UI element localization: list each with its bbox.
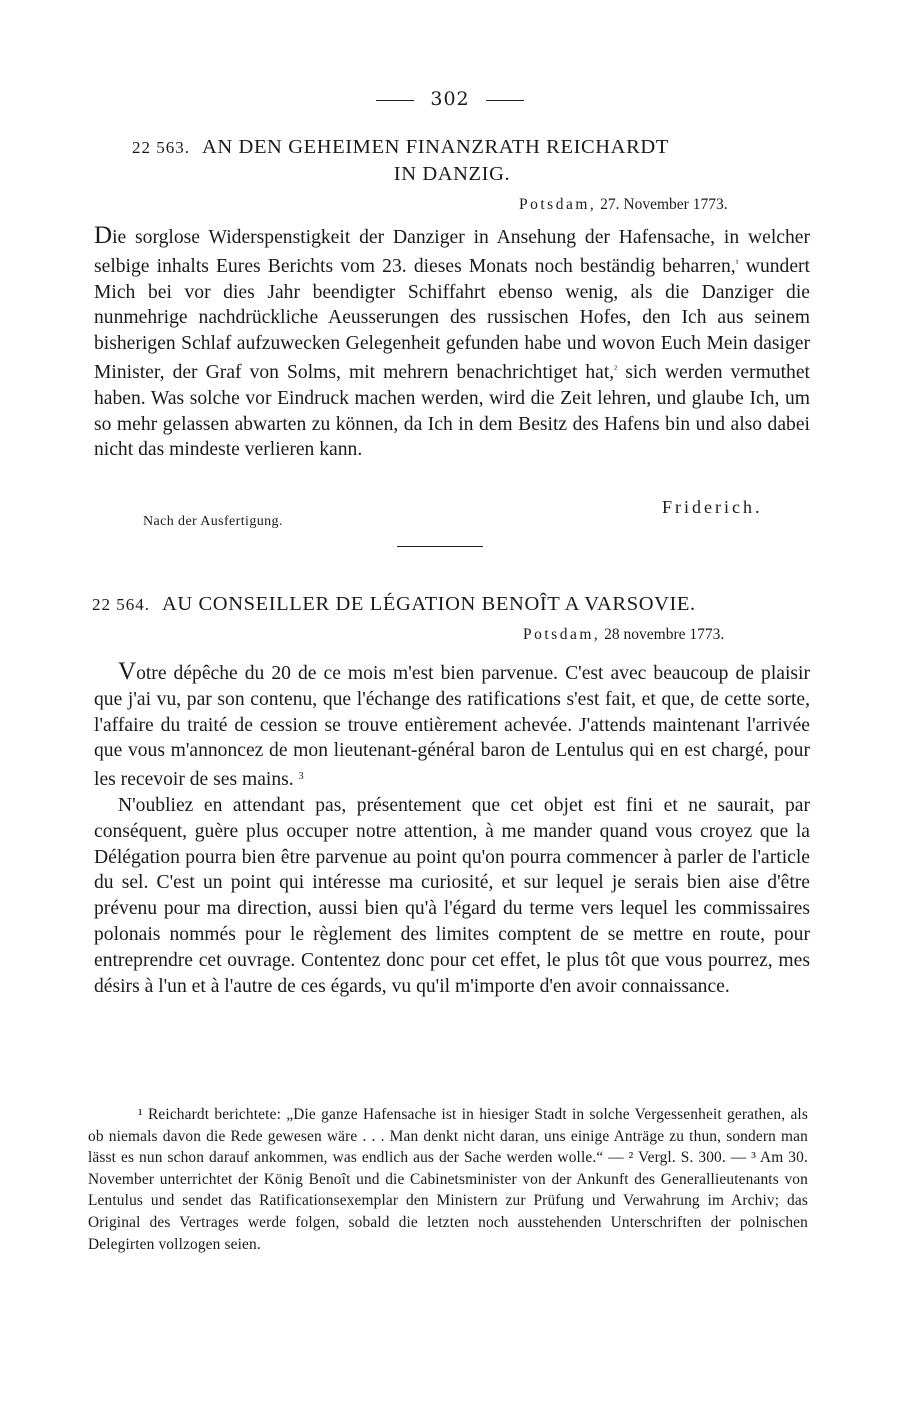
letter2-heading-text: AU CONSEILLER DE LÉGATION BENOÎT A VARSOVIE. xyxy=(162,593,696,615)
letter2-heading xyxy=(92,591,812,618)
letter1-date-rest: 27. November 1773. xyxy=(600,196,728,213)
letter1-body-start: ie sorglose Widerspenstigkeit der Danziger in Ansehung der Hafensache, in welcher selbige inhalts Eures Berichts vom 23. dieses Monats noch beständig beharren, xyxy=(94,227,810,277)
footnote-mark-2: ² xyxy=(614,363,618,375)
header-rule-left xyxy=(376,100,414,101)
letter2-body xyxy=(94,659,810,999)
letter2-para1: otre dépêche du 20 de ce mois m'est bien parvenue. C'est avec beaucoup de plaisir que j'ai vu, par son contenu, que l'échange des ratifications s'est fait, et que, de cette sorte, l'affaire du traité de cession se trouve entièrement achevée. J'attends maintenant l'arrivée que vous m'annoncez de mon lieutenant-général baron de Lentulus qui en est chargé, pour les recevoir de ses mains. xyxy=(94,663,810,791)
signature: Friderich. xyxy=(662,497,763,517)
footnotes xyxy=(88,1104,808,1255)
letter1-body xyxy=(94,223,810,463)
letter2-date-place: Potsdam, xyxy=(523,626,601,643)
header-rule-right xyxy=(486,100,524,101)
letter1-dateline xyxy=(519,196,728,214)
letter1-number: 22 563. xyxy=(132,138,190,157)
footnote-mark-1: ¹ xyxy=(735,257,739,269)
letter1-body-mid: wundert Mich bei vor dies Jahr beendigter Schiffahrt ebenso wenig, als die Danziger die nunmehrige nachdrückliche Aeusserungen des russischen Hofes, den Ich aus seinem bisherigen Schlaf aufzuwecken Gelegenheit gefunden habe und wovon Euch Mein dasiger Minister, der Graf von Solms, mit mehrern benachrichtiget hat, xyxy=(94,255,811,383)
letter1-heading-line2: IN DANZIG. xyxy=(393,163,511,185)
page-number: 302 xyxy=(430,88,470,110)
letter1-initial: D xyxy=(94,222,113,249)
letter2-para2: N'oubliez en attendant pas, présentement que cet objet est fini et ne saurait, par conséquent, guère plus occuper notre attention, à me mander quand vous croyez que la Délégation pourra bien être parvenue au point qu'on pourra commencer à parler de l'article du sel. C'est un point qui intéresse ma curiosité, et sur lequel je serais bien aise d'être prévenu pour ma direction, aussi bien qu'à l'égard du terme vers lequel les commissaires polonais nommés pour le règlement des limites comptent de se mettre en route, pour entreprendre cet ouvrage. Contentez donc pour cet effet, le plus tôt que vous pourrez, mes désirs à l'un et à l'autre de ces égards, vu qu'il m'importe d'en avoir connaissance. xyxy=(94,794,810,997)
letter1-body-end: sich werden vermuthet haben. Was solche vor Eindruck machen werden, wird die Zeit lehren, und glaube Ich, um so mehr gelassen abwarten zu können, da Ich in dem Besitz des Hafens bin und also dabei nicht das mindeste verlieren kann. xyxy=(94,361,810,461)
letter2-dateline xyxy=(523,626,724,644)
letter1-date-place: Potsdam, xyxy=(519,196,597,213)
letter2-initial: V xyxy=(118,658,137,685)
section-divider xyxy=(397,546,483,547)
letter2-number: 22 564. xyxy=(92,595,150,614)
footnote-mark-3: 3 xyxy=(298,771,304,783)
letter1-heading xyxy=(132,134,812,187)
page-header xyxy=(0,88,900,110)
source-note: Nach der Ausfertigung. xyxy=(143,514,283,529)
letter2-date-rest: 28 novembre 1773. xyxy=(604,626,725,643)
letter1-heading-line1: AN DEN GEHEIMEN FINANZRATH REICHARDT xyxy=(202,136,669,158)
footnote-text: ¹ Reichardt berichtete: „Die ganze Hafensache ist in hiesiger Stadt in solche Vergessenheit gerathen, als ob niemals davon die Rede gewesen wäre . . . Man denkt nicht daran, uns einige Anträge zu thun, sondern man lässt es nun schon darauf ankommen, was endlich aus der Sache werden wolle.“ — ² Vergl. S. 300. — ³ Am 30. November unterrichtet der König Benoît und die Cabinetsminister von der Ankunft des Generallieutenants von Lentulus und sendet das Ratificationsexemplar den Ministern zur Prüfung und Verwahrung im Archiv; das Original des Vertrages werde folgen, sobald die letzten noch ausstehenden Unterschriften der polnischen Delegirten vollzogen seien. xyxy=(88,1106,808,1253)
